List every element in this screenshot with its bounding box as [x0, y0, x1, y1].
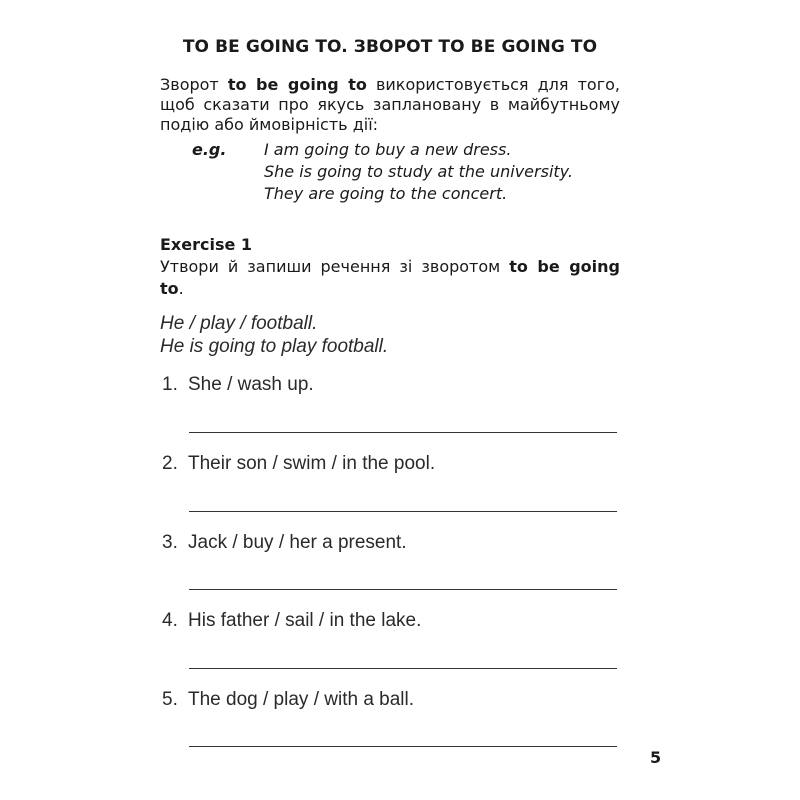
intro-line-1 [160, 75, 620, 95]
task-line-2 [160, 278, 620, 300]
example-sentence: She is going to study at the university. [264, 162, 573, 181]
item-number: 4. [162, 610, 178, 631]
task-highlight: to [160, 279, 179, 298]
item-number: 2. [162, 453, 178, 474]
example-sentences [264, 139, 573, 205]
exercise-instructions [160, 256, 620, 300]
exercise-heading: Exercise 1 [160, 235, 253, 254]
item-number: 5. [162, 689, 178, 710]
intro-text: Зворот [160, 75, 228, 94]
task-text: . [178, 279, 184, 298]
page-number: 5 [650, 748, 662, 767]
item-number: 3. [162, 532, 178, 553]
exercise-item-3 [162, 532, 407, 554]
example-sentence: I am going to buy a new dress. [264, 140, 512, 159]
intro-paragraph [160, 75, 620, 135]
answer-line-1[interactable] [189, 432, 617, 433]
exercise-item-5 [162, 689, 414, 711]
answer-line-3[interactable] [189, 589, 617, 590]
task-highlight: to be going [509, 257, 621, 276]
item-number: 1. [162, 374, 178, 395]
intro-highlight: to be going to [227, 75, 367, 94]
exercise-item-4 [162, 610, 421, 632]
exercise-item-2 [162, 453, 435, 475]
sample-answer: He is going to play football. [160, 336, 389, 357]
item-prompt: She / wash up. [188, 374, 314, 395]
sample-answer-block [160, 312, 388, 358]
exercise-item-1 [162, 374, 314, 396]
sample-prompt: He / play / football. [160, 313, 318, 334]
answer-line-2[interactable] [189, 511, 617, 512]
page-title: TO BE GOING TO. ЗВОРОТ TO BE GOING TO [182, 37, 598, 57]
task-line-1 [160, 256, 620, 278]
intro-line-2: щоб сказати про якусь заплановану в майбутньому [160, 95, 620, 114]
answer-line-5[interactable] [189, 746, 617, 747]
item-prompt: The dog / play / with a ball. [188, 689, 415, 710]
intro-line-3: подію або ймовірність дії: [160, 115, 379, 134]
example-sentence: They are going to the concert. [264, 184, 508, 203]
item-prompt: His father / sail / in the lake. [188, 610, 422, 631]
eg-label: e.g. [192, 140, 227, 159]
item-prompt: Their son / swim / in the pool. [188, 453, 436, 474]
intro-text: використовується для того, [366, 75, 621, 94]
item-prompt: Jack / buy / her a present. [188, 532, 407, 553]
task-text: Утвори й запиши речення зі зворотом [160, 257, 510, 276]
answer-line-4[interactable] [189, 668, 617, 669]
